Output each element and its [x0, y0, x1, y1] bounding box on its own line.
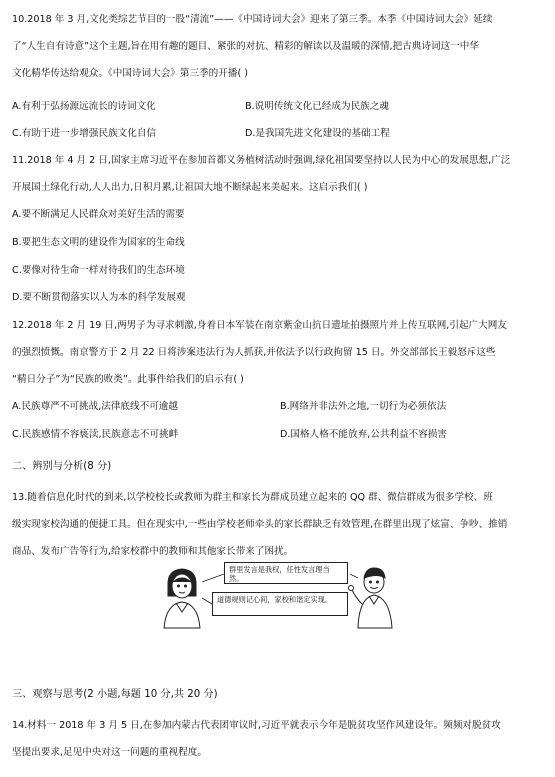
q12-line-1: 12.2018 年 2 月 19 日,两男子为寻求刺激,身着日本军装在南京紫金山抗日遗址拍摄照片并上传互联网,引起广大网友: [12, 320, 507, 331]
bubble1-pointer: [202, 574, 224, 582]
man-figure-icon: [349, 568, 393, 628]
q10-option-b: B.说明传统文化已经成为民族之魂: [245, 101, 389, 112]
woman-figure-icon: [164, 569, 200, 628]
section-3-title: 三、观察与思考(2 小题,每题 10 分,共 20 分): [12, 689, 218, 700]
q10-line-3: 文化精华传达给观众。《中国诗词大会》第三季的开播( ): [12, 68, 248, 79]
q11-option-b: B.要把生态文明的建设作为国家的生命线: [12, 237, 185, 248]
q14-line-2: 坚提出要求,足见中央对这一问题的重视程度。: [12, 747, 207, 758]
q10-option-a: A.有利于弘扬源远流长的诗词文化: [12, 101, 156, 112]
q13-line-3: 商品、发布广告等行为,给家校群中的教师和其他家长带来了困扰。: [12, 546, 294, 557]
q10-option-c: C.有助于进一步增强民族文化自信: [12, 128, 157, 139]
q12-line-2: 的强烈愤慨。南京警方于 2 月 22 日将涉案违法行为人抓获,并依法予以行政拘留 15 日。外交部部长王毅怒斥这些: [12, 347, 496, 358]
q14-line-1: 14.材料一 2018 年 3 月 5 日,在参加内蒙古代表团审议时,习近平就表示今年是脱贫攻坚作风建设年。频频对脱贫攻: [12, 720, 501, 731]
q10-line-1: 10.2018 年 3 月,文化类综艺节目的一股“清流”——《中国诗词大会》迎来了第三季。本季《中国诗词大会》延续: [12, 14, 493, 25]
q12-line-3: “精日分子”为“民族的败类”。此事件给我们的启示有( ): [12, 374, 244, 385]
q12-option-c: C.民族感情不容亵渎,民族意志不可挑衅: [12, 429, 179, 440]
q12-option-b: B.网络并非法外之地,一切行为必须依法: [280, 401, 447, 412]
bubble1-pointer-right: [350, 574, 358, 578]
speech-bubble-right: 道德规则记心间，家校和谐定实现。: [212, 592, 348, 616]
q11-option-d: D.要不断贯彻落实以人为本的科学发展观: [12, 292, 186, 303]
q13-line-1: 13.随着信息化时代的到来,以学校校长或教师为群主和家长为群成员建立起来的 QQ 群、微信群成为很多学校、班: [12, 492, 493, 503]
q11-option-a: A.要不断满足人民群众对美好生活的需要: [12, 209, 185, 220]
q13-illustration: [160, 562, 400, 634]
q12-option-a: A.民族尊严不可挑战,法律底线不可逾越: [12, 401, 178, 412]
bubble2-pointer: [202, 598, 212, 604]
section-2-title: 二、辨别与分析(8 分): [12, 461, 112, 472]
q13-line-2: 级实现家校沟通的便捷工具。但在现实中,一些由学校老师牵头的家长群缺乏有效管理,在群里出现了炫富、争吵、推销: [12, 519, 508, 530]
q12-option-d: D.国格人格不能放弃,公共利益不容损害: [280, 429, 447, 440]
speech-bubble-wrong: 群里发言是我权，任性发言理当然。: [224, 562, 348, 584]
q10-option-d: D.是我国先进文化建设的基础工程: [245, 128, 390, 139]
q10-line-2: 了“人生自有诗意”这个主题,旨在用有趣的题目、紧张的对抗、精彩的解读以及温暖的深情,把古典诗词这一中华: [12, 41, 479, 52]
q11-option-c: C.要像对待生命一样对待我们的生态环境: [12, 265, 185, 276]
q11-line-2: 开展国土绿化行动,人人出力,日积月累,让祖国大地不断绿起来美起来。这启示我们( ): [12, 182, 368, 193]
q11-line-1: 11.2018 年 4 月 2 日,国家主席习近平在参加首都义务植树活动时强调,绿化祖国要坚持以人民为中心的发展思想,广泛: [12, 155, 511, 166]
